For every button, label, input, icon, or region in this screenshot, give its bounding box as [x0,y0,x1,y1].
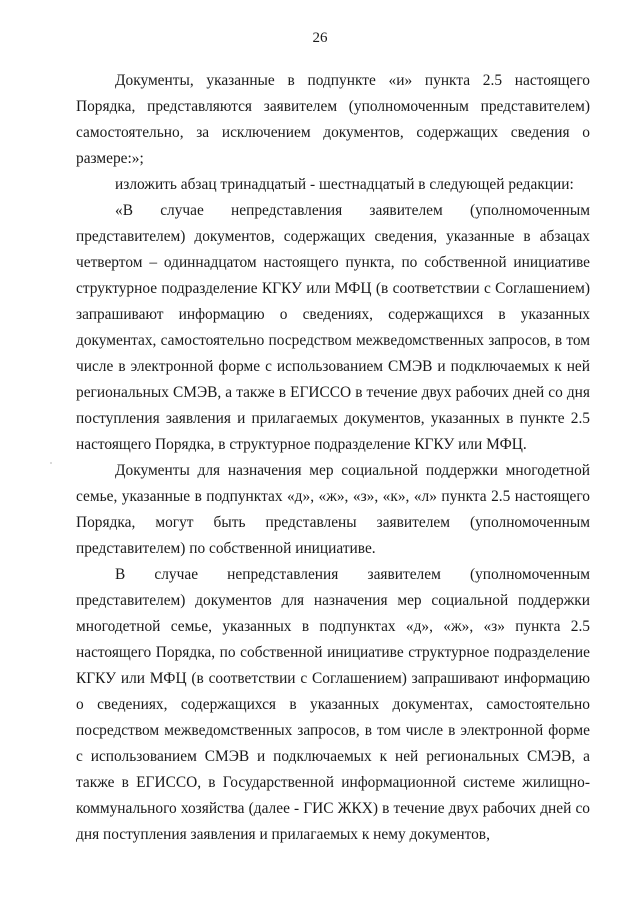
paragraph-5: В случае непредставления заявителем (уполномоченным представителем) документов для назначения мер социальной поддержки многодетной семье, указанных в подпунктах «д», «ж», «з» пункта 2.5 настоящего Порядка, по собственной инициативе структурное подразделение КГКУ или МФЦ (в соответствии с Соглашением) запрашивают информацию о сведениях, содержащихся в указанных документах, самостоятельно посредством межведомственных запросов, в том числе в электронной форме с использованием СМЭВ и подключаемых к ней региональных СМЭВ, а также в ЕГИССО, в Государственной информационной системе жилищно-коммунального хозяйства (далее - ГИС ЖКХ) в течение двух рабочих дней со дня поступления заявления и прилагаемых к нему документов, [76,566,590,843]
page-number: 26 [312,30,328,46]
scan-speck [50,462,52,464]
paragraph-2: изложить абзац тринадцатый - шестнадцатый в следующей редакции: [115,176,574,193]
document-body [76,68,590,848]
paragraph-1: Документы, указанные в подпункте «и» пункта 2.5 настоящего Порядка, представляются заявителем (уполномоченным представителем) самостоятельно, за исключением документов, содержащих сведения о размере:»; [76,72,590,167]
paragraph-3: «В случае непредставления заявителем (уполномоченным представителем) документов, содержащих сведения, указанные в абзацах четвертом – одиннадцатом настоящего пункта, по собственной инициативе структурное подразделение КГКУ или МФЦ (в соответствии с Соглашением) запрашивают информацию о сведениях, содержащихся в указанных документах, самостоятельно посредством межведомственных запросов, в том числе в электронной форме с использованием СМЭВ и подключаемых к ней региональных СМЭВ, а также в ЕГИССО в течение двух рабочих дней со дня поступления заявления и прилагаемых документов, указанных в пункте 2.5 настоящего Порядка, в структурное подразделение КГКУ или МФЦ. [76,202,590,453]
paragraph-4: Документы для назначения мер социальной поддержки многодетной семье, указанные в подпунктах «д», «ж», «з», «к», «л» пункта 2.5 настоящего Порядка, могут быть представлены заявителем (уполномоченным представителем) по собственной инициативе. [76,462,590,557]
